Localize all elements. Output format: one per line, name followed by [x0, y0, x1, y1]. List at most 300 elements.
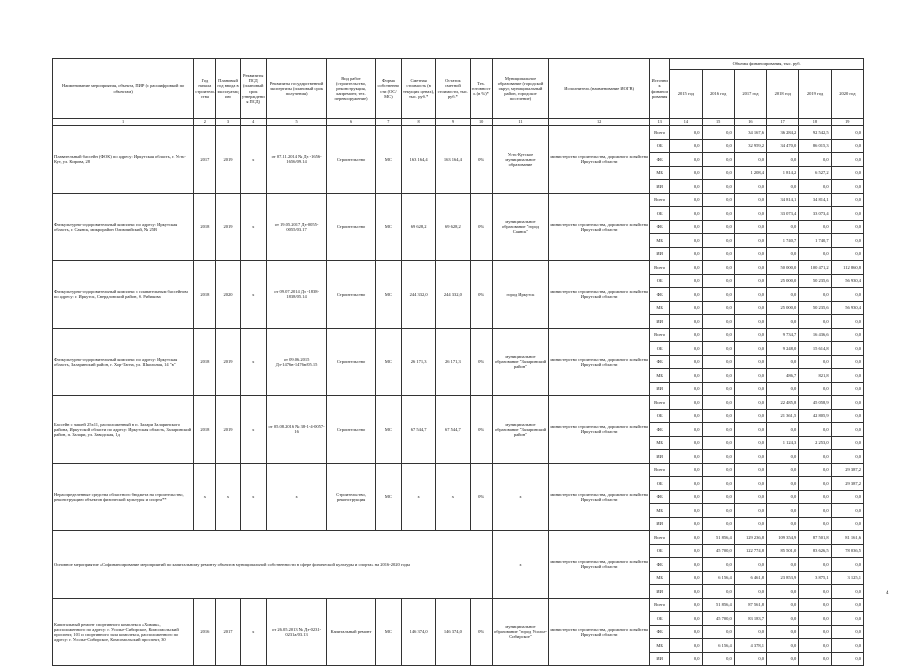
financing-value: 0,0 — [734, 409, 766, 423]
financing-value: 0,0 — [831, 396, 863, 410]
financing-value: 0,0 — [702, 220, 734, 234]
financing-value: 0,0 — [734, 193, 766, 207]
financing-value: 0,0 — [831, 139, 863, 153]
financing-value: 0,0 — [670, 598, 702, 612]
financing-value: 0,0 — [767, 625, 799, 639]
plan-year: 2019 — [216, 328, 240, 396]
financing-value: 0,0 — [831, 598, 863, 612]
financing-value: 0,0 — [670, 504, 702, 518]
work-type: Капитальный ремонт — [327, 598, 375, 666]
ownership: МС — [375, 328, 401, 396]
funding-source: ФБ — [650, 558, 670, 572]
financing-value: 109 354,9 — [767, 531, 799, 545]
financing-value: 0,0 — [831, 153, 863, 167]
financing-value: 0,0 — [799, 463, 831, 477]
financing-value: 0,0 — [734, 261, 766, 275]
expertise: от 05.08.2016 № 38-1-4-0057-16 — [266, 396, 327, 464]
readiness: 0% — [470, 126, 492, 194]
financing-value: 0,0 — [670, 423, 702, 437]
financing-value: 0,0 — [670, 436, 702, 450]
financing-value: 0,0 — [767, 220, 799, 234]
object-name: Плавательный бассейн (ФОК) по адресу: Иркутская область, г. Усть-Кут, ул. Кирова, 28 — [53, 126, 194, 194]
estimated-cost: 146 374,0 — [401, 598, 435, 666]
header-form: Форма собственности (ОС/МС) — [375, 59, 401, 119]
financing-value: 21 361,5 — [767, 409, 799, 423]
financing-value: 0,0 — [734, 504, 766, 518]
financing-value: 0,0 — [670, 234, 702, 248]
municipality: муниципальное образование "город Усолье-Сибирское" — [492, 598, 548, 666]
column-number: 12 — [549, 119, 650, 126]
financing-value: 0,0 — [702, 342, 734, 356]
financing-value: 0,0 — [831, 234, 863, 248]
financing-value: 0,0 — [702, 625, 734, 639]
financing-value: 0,0 — [831, 504, 863, 518]
financing-value: 32 959,2 — [734, 139, 766, 153]
municipality: х — [492, 531, 548, 599]
financing-value: 0,0 — [670, 585, 702, 599]
expertise: х — [266, 463, 327, 531]
header-source: Источник финансирования — [650, 59, 670, 119]
financing-value: 34 470,0 — [767, 139, 799, 153]
financing-value: 0,0 — [670, 463, 702, 477]
financing-value: 0,0 — [670, 247, 702, 261]
funding-source: ОБ — [650, 612, 670, 626]
executor: министерство строительства, дорожного хозяйства Иркутской области — [549, 126, 650, 194]
funding-source: Всего — [650, 463, 670, 477]
financing-value: 0,0 — [831, 612, 863, 626]
funding-source: МБ — [650, 166, 670, 180]
financing-value: 0,0 — [767, 585, 799, 599]
financing-value: 83 626,5 — [799, 544, 831, 558]
financing-value: 56 930,4 — [831, 274, 863, 288]
financing-value: 0,0 — [831, 639, 863, 653]
financing-row — [53, 126, 864, 140]
financing-row — [53, 598, 864, 612]
financing-value: 0,0 — [702, 301, 734, 315]
financing-value: 0,0 — [831, 450, 863, 464]
financing-value: 0,0 — [799, 558, 831, 572]
ownership: МС — [375, 261, 401, 329]
object-name: Нераспределенные средства областного бюджета на строительство, реконструкцию объектов физической культуры и спорта** — [53, 463, 194, 531]
financing-value: 0,0 — [831, 490, 863, 504]
financing-value: 1 208,4 — [734, 166, 766, 180]
municipality: Усть-Кутское муниципальное образование — [492, 126, 548, 194]
header-row — [53, 59, 864, 119]
estimated-cost: 26 171,3 — [401, 328, 435, 396]
financing-value: 0,0 — [734, 315, 766, 329]
funding-source: МБ — [650, 571, 670, 585]
plan-year: 2019 — [216, 193, 240, 261]
financing-value: 0,0 — [734, 558, 766, 572]
financing-value: 81 161,6 — [831, 531, 863, 545]
financing-value: 0,0 — [767, 315, 799, 329]
financing-value: 0,0 — [831, 423, 863, 437]
financing-value: 0,0 — [767, 639, 799, 653]
financing-value: 0,0 — [767, 490, 799, 504]
financing-value: 0,0 — [767, 355, 799, 369]
remaining-cost: 69 628,2 — [436, 193, 470, 261]
financing-value: 29 387,2 — [831, 477, 863, 491]
financing-value: 0,0 — [670, 612, 702, 626]
financing-value: 0,0 — [831, 382, 863, 396]
financing-value: 0,0 — [799, 639, 831, 653]
financing-value: 0,0 — [670, 288, 702, 302]
funding-source: ОБ — [650, 274, 670, 288]
plan-year: 2017 — [216, 598, 240, 666]
funding-source: Всего — [650, 531, 670, 545]
header-year: 2015 год — [677, 91, 695, 97]
financing-value: 0,0 — [702, 517, 734, 531]
page-number: 4 — [886, 591, 889, 596]
object-name: Физкультурно-оздоровительный комплекс по адресу: Иркутская область, г. Саянск, микрорайон Олимпийский, № 25В — [53, 193, 194, 261]
funding-source: Всего — [650, 328, 670, 342]
psd: х — [240, 598, 266, 666]
financing-value: 0,0 — [702, 126, 734, 140]
remaining-cost: х — [436, 463, 470, 531]
financing-value: 0,0 — [702, 315, 734, 329]
financing-value: 0,0 — [670, 328, 702, 342]
financing-row — [53, 463, 864, 477]
work-type: Строительство — [327, 396, 375, 464]
header-year: 2020 год — [831, 70, 863, 118]
remaining-cost: 146 374,0 — [436, 598, 470, 666]
header-work: Вид работ (строительство, реконструкция, капремонт, тех. перевооружение) — [327, 59, 375, 119]
header-year: 2016 год — [702, 70, 734, 118]
financing-value: 0,0 — [767, 180, 799, 194]
financing-value: 87 501,8 — [799, 531, 831, 545]
financing-value: 0,0 — [702, 477, 734, 491]
financing-value: 0,0 — [799, 625, 831, 639]
column-number-row — [53, 119, 864, 126]
financing-value: 0,0 — [670, 409, 702, 423]
ownership: МС — [375, 396, 401, 464]
financing-value: 6 156,4 — [702, 571, 734, 585]
financing-value: 0,0 — [734, 477, 766, 491]
financing-value: 0,0 — [702, 652, 734, 666]
financing-value: 486,7 — [767, 369, 799, 383]
financing-value: 34 814,1 — [799, 193, 831, 207]
funding-source: Всего — [650, 193, 670, 207]
financing-value: 6 156,4 — [702, 639, 734, 653]
executor: министерство строительства, дорожного хозяйства Иркутской области — [549, 598, 650, 666]
funding-source: ФБ — [650, 625, 670, 639]
financing-value: 0,0 — [670, 315, 702, 329]
financing-value: 0,0 — [670, 652, 702, 666]
funding-source: ФБ — [650, 288, 670, 302]
funding-source: Всего — [650, 396, 670, 410]
financing-value: 0,0 — [767, 558, 799, 572]
financing-value: 42 805,9 — [799, 409, 831, 423]
financing-value: 0,0 — [702, 558, 734, 572]
column-number: 16 — [734, 119, 766, 126]
work-type: Строительство — [327, 193, 375, 261]
header-year: 2019 год — [798, 70, 830, 118]
psd: х — [240, 126, 266, 194]
financing-value: 0,0 — [734, 652, 766, 666]
expertise: от 09.06.2015 Дз-1476в-1476в/05.15 — [266, 328, 327, 396]
financing-value: 0,0 — [670, 355, 702, 369]
financing-value: 0,0 — [670, 139, 702, 153]
column-number: 2 — [194, 119, 216, 126]
start-year: 2018 — [194, 193, 216, 261]
financing-value: 0,0 — [670, 153, 702, 167]
financing-value: 0,0 — [767, 504, 799, 518]
financing-value: 0,0 — [670, 558, 702, 572]
funding-source: МБ — [650, 234, 670, 248]
expertise: от 26.05.2013 № Дз-0231-0231а/03.13 — [266, 598, 327, 666]
financing-value: 0,0 — [670, 531, 702, 545]
column-number: 1 — [53, 119, 194, 126]
executor: министерство строительства, дорожного хозяйства Иркутской области — [549, 193, 650, 261]
work-type: Строительство — [327, 328, 375, 396]
financing-value: 0,0 — [670, 625, 702, 639]
readiness: 0% — [470, 193, 492, 261]
financing-value: 0,0 — [767, 598, 799, 612]
financing-value: 0,0 — [799, 450, 831, 464]
financing-value: 0,0 — [734, 153, 766, 167]
column-number: 18 — [799, 119, 831, 126]
financing-value: 0,0 — [799, 585, 831, 599]
financing-value: 0,0 — [767, 450, 799, 464]
financing-value: 0,0 — [831, 585, 863, 599]
header-expertise: Реквизиты государственной экспертизы (плановый срок получения) — [266, 59, 327, 119]
financing-value: 0,0 — [670, 369, 702, 383]
financing-value: 0,0 — [670, 544, 702, 558]
funding-source: ИИ — [650, 180, 670, 194]
executor: министерство строительства, дорожного хозяйства Иркутской области — [549, 261, 650, 329]
remaining-cost: 26 171,3 — [436, 328, 470, 396]
object-name: Бассейн с чашей 25х11, расположенный в п. Залари Заларинского района, Иркутской области по адресу: Иркутская область, Заларинский район, п. Залари, ул. Заводская, 1д — [53, 396, 194, 464]
financing-value: 3 875,1 — [799, 571, 831, 585]
financing-value: 0,0 — [831, 220, 863, 234]
funding-source: МБ — [650, 639, 670, 653]
financing-value: 0,0 — [767, 288, 799, 302]
financing-value: 0,0 — [799, 504, 831, 518]
financing-value: 50 235,6 — [799, 274, 831, 288]
object-name: Физкультурно-оздоровительный комплекс по адресу: Иркутская область, Заларинский район, г. Хор-Тагна, ул. Школьная, 14 "в" — [53, 328, 194, 396]
financing-value: 83 183,7 — [734, 612, 766, 626]
financing-value: 122 774,8 — [734, 544, 766, 558]
financing-value: 112 860,8 — [831, 261, 863, 275]
financing-value: 25 000,0 — [767, 274, 799, 288]
funding-source: ИИ — [650, 652, 670, 666]
financing-value: 0,0 — [670, 382, 702, 396]
financing-value: 0,0 — [799, 382, 831, 396]
financing-value: 2 253,0 — [799, 436, 831, 450]
ownership: МС — [375, 463, 401, 531]
column-number: 5 — [266, 119, 327, 126]
estimated-cost: 69 628,2 — [401, 193, 435, 261]
financing-value: 0,0 — [734, 490, 766, 504]
ownership: МС — [375, 598, 401, 666]
executor: министерство строительства, дорожного хозяйства Иркутской области — [549, 531, 650, 599]
column-number: 9 — [436, 119, 470, 126]
financing-value: 0,0 — [670, 342, 702, 356]
funding-source: Всего — [650, 261, 670, 275]
header-volume-cell — [670, 59, 864, 119]
remaining-cost: 244 332,0 — [436, 261, 470, 329]
funding-source: ИИ — [650, 517, 670, 531]
financing-value: 0,0 — [799, 355, 831, 369]
financing-value: 0,0 — [670, 207, 702, 221]
column-number: 8 — [401, 119, 435, 126]
column-number: 6 — [327, 119, 375, 126]
financing-value: 0,0 — [767, 382, 799, 396]
expertise: от 07.11.2014 № Дз -1656-1656/09.14 — [266, 126, 327, 194]
financing-value: 0,0 — [702, 207, 734, 221]
financing-value: 86 015,3 — [799, 139, 831, 153]
financing-value: 0,0 — [831, 180, 863, 194]
expertise: от 19.05.2017 Дз-0055-0055/03.17 — [266, 193, 327, 261]
financing-value: 0,0 — [702, 274, 734, 288]
financing-value: 100 471,2 — [799, 261, 831, 275]
financing-row — [53, 396, 864, 410]
financing-value: 78 036,5 — [831, 544, 863, 558]
financing-value: 56 930,4 — [831, 301, 863, 315]
financing-value: 0,0 — [734, 463, 766, 477]
financing-value: 0,0 — [734, 585, 766, 599]
financing-value: 0,0 — [670, 396, 702, 410]
financing-value: 87 561,8 — [734, 598, 766, 612]
financing-value: 0,0 — [799, 220, 831, 234]
financing-value: 23 853,9 — [767, 571, 799, 585]
financing-value: 0,0 — [831, 315, 863, 329]
start-year: 2018 — [194, 396, 216, 464]
financing-value: 45 058,9 — [799, 396, 831, 410]
financing-value: 0,0 — [767, 423, 799, 437]
municipality: город Иркутск — [492, 261, 548, 329]
financing-value: 0,0 — [734, 396, 766, 410]
financing-value: 0,0 — [767, 153, 799, 167]
financing-value: 0,0 — [670, 261, 702, 275]
plan-year: 2019 — [216, 126, 240, 194]
financing-value: 0,0 — [734, 220, 766, 234]
financing-value: 0,0 — [734, 450, 766, 464]
object-name: Физкультурно-оздоровительный комплекс с плавательным бассейном по адресу: г. Иркутск, Свердловский район, б. Рябикова — [53, 261, 194, 329]
financing-value: 0,0 — [799, 517, 831, 531]
financing-table — [52, 58, 864, 666]
funding-source: МБ — [650, 301, 670, 315]
financing-value: 0,0 — [799, 153, 831, 167]
financing-value: 0,0 — [831, 328, 863, 342]
column-number: 4 — [240, 119, 266, 126]
financing-value: 0,0 — [831, 247, 863, 261]
financing-value: 0,0 — [702, 463, 734, 477]
psd: х — [240, 463, 266, 531]
start-year: 2018 — [194, 328, 216, 396]
financing-value: 0,0 — [799, 423, 831, 437]
psd: х — [240, 193, 266, 261]
financing-value: 0,0 — [831, 652, 863, 666]
financing-value: 0,0 — [702, 409, 734, 423]
financing-value: 1 814,2 — [767, 166, 799, 180]
column-number: 15 — [702, 119, 734, 126]
financing-value: 0,0 — [799, 490, 831, 504]
expertise: от 09.07.2014 Дз -1838-1838/05.14 — [266, 261, 327, 329]
financing-value: 0,0 — [702, 504, 734, 518]
column-number: 7 — [375, 119, 401, 126]
financing-value: 0,0 — [734, 301, 766, 315]
financing-value: 0,0 — [831, 342, 863, 356]
readiness: 0% — [470, 463, 492, 531]
financing-value: 0,0 — [831, 558, 863, 572]
ownership: МС — [375, 193, 401, 261]
financing-value: 33 073,4 — [799, 207, 831, 221]
financing-value: 50 000,0 — [767, 261, 799, 275]
readiness: 0% — [470, 396, 492, 464]
financing-value: 0,0 — [799, 652, 831, 666]
header-years — [670, 70, 863, 118]
financing-value: 0,0 — [670, 220, 702, 234]
financing-value: 33 073,4 — [767, 207, 799, 221]
financing-value: 0,0 — [734, 234, 766, 248]
financing-row — [53, 328, 864, 342]
header-volume: Объемы финансирования, тыс. руб. — [670, 59, 863, 70]
header-year: 2018 год — [766, 70, 798, 118]
financing-value: 0,0 — [831, 625, 863, 639]
financing-value: 0,0 — [767, 247, 799, 261]
financing-value: 0,0 — [670, 180, 702, 194]
financing-value: 0,0 — [799, 288, 831, 302]
financing-value: 0,0 — [702, 490, 734, 504]
column-number: 10 — [470, 119, 492, 126]
column-number: 3 — [216, 119, 240, 126]
financing-value: 0,0 — [670, 274, 702, 288]
start-year: 2017 — [194, 126, 216, 194]
financing-value: 0,0 — [734, 342, 766, 356]
financing-value: 0,0 — [702, 193, 734, 207]
funding-source: ОБ — [650, 207, 670, 221]
remaining-cost: 67 544,7 — [436, 396, 470, 464]
financing-value: 4 378,1 — [734, 639, 766, 653]
financing-value: 0,0 — [799, 477, 831, 491]
financing-value: 0,0 — [734, 180, 766, 194]
funding-source: ФБ — [650, 490, 670, 504]
financing-value: 0,0 — [799, 247, 831, 261]
municipality: х — [492, 463, 548, 531]
financing-value: 15 614,8 — [799, 342, 831, 356]
financing-value: 51 856,4 — [702, 598, 734, 612]
financing-row — [53, 193, 864, 207]
financing-value: 0,0 — [799, 315, 831, 329]
financing-value: 0,0 — [734, 382, 766, 396]
funding-source: ОБ — [650, 544, 670, 558]
financing-value: 0,0 — [670, 517, 702, 531]
financing-row — [53, 531, 864, 545]
financing-value: 1 740,7 — [799, 234, 831, 248]
financing-value: 0,0 — [767, 517, 799, 531]
financing-value: 0,0 — [670, 450, 702, 464]
financing-value: 50 235,6 — [799, 301, 831, 315]
header-muni: Муниципальное образование (городской округ, муниципальный район, городское поселение) — [492, 59, 548, 119]
financing-value: 0,0 — [702, 355, 734, 369]
financing-value: 45 700,0 — [702, 612, 734, 626]
financing-value: 34 167,6 — [734, 126, 766, 140]
financing-value: 0,0 — [670, 193, 702, 207]
financing-value: 0,0 — [670, 301, 702, 315]
header-name: Наименование мероприятия, объекта, ПИР (с расшифровкой по объектам) — [53, 59, 194, 119]
financing-value: 0,0 — [702, 585, 734, 599]
header-year: 2017 год — [734, 70, 766, 118]
financing-value: 0,0 — [831, 288, 863, 302]
funding-source: ФБ — [650, 153, 670, 167]
funding-source: ОБ — [650, 409, 670, 423]
financing-value: 0,0 — [734, 288, 766, 302]
financing-value: 0,0 — [831, 126, 863, 140]
header-cost: Сметная стоимость (в текущих ценах), тыс. руб.* — [401, 59, 435, 119]
financing-value: 0,0 — [670, 126, 702, 140]
financing-value: 129 236,8 — [734, 531, 766, 545]
